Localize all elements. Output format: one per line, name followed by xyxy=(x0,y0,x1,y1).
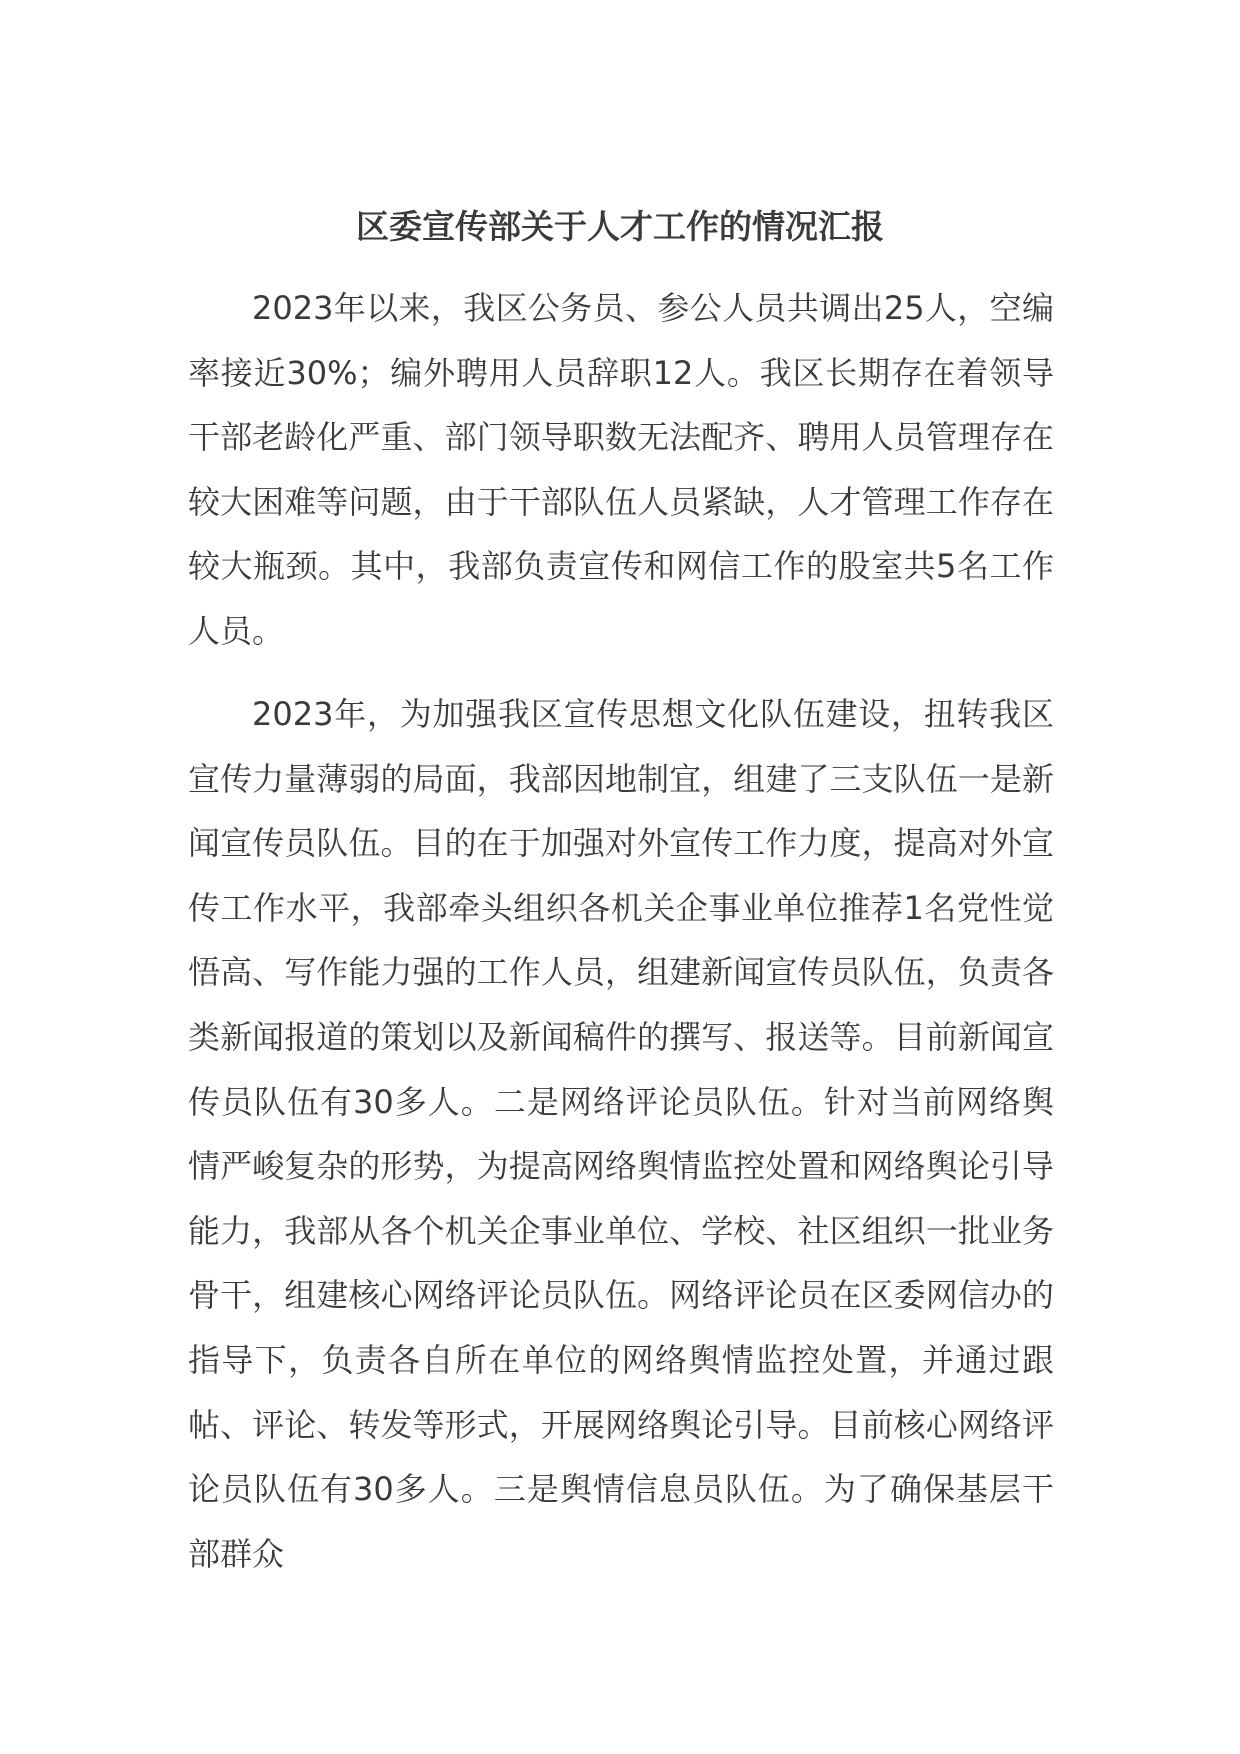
body-paragraph: 2023年以来，我区公务员、参公人员共调出25人，空编率接近30%；编外聘用人员辞职12人。我区长期存在着领导干部老龄化严重、部门领导职数无法配齐、聘用人员管理存在较大困难等问题，由于干部队伍人员紧缺，人才管理工作存在较大瓶颈。其中，我部负责宣传和网信工作的股室共5名工作人员。 xyxy=(188,289,1054,650)
document-title: 区委宣传部关于人才工作的情况汇报 xyxy=(356,207,884,246)
body-paragraph: 2023年，为加强我区宣传思想文化队伍建设，扭转我区宣传力量薄弱的局面，我部因地制宜，组建了三支队伍一是新闻宣传员队伍。目的在于加强对外宣传工作力度，提高对外宣传工作水平，我部牵头组织各机关企事业单位推荐1名党性觉悟高、写作能力强的工作人员，组建新闻宣传员队伍，负责各类新闻报道的策划以及新闻稿件的撰写、报送等。目前新闻宣传员队伍有30多人。二是网络评论员队伍。针对当前网络舆情严峻复杂的形势，为提高网络舆情监控处置和网络舆论引导能力，我部从各个机关企事业单位、学校、社区组织一批业务骨干，组建核心网络评论员队伍。网络评论员在区委网信办的指导下，负责各自所在单位的网络舆情监控处置，并通过跟帖、评论、转发等形式，开展网络舆论引导。目前核心网络评论员队伍有30多人。三是舆情信息员队伍。为了确保基层干部群众 xyxy=(188,695,1054,1573)
